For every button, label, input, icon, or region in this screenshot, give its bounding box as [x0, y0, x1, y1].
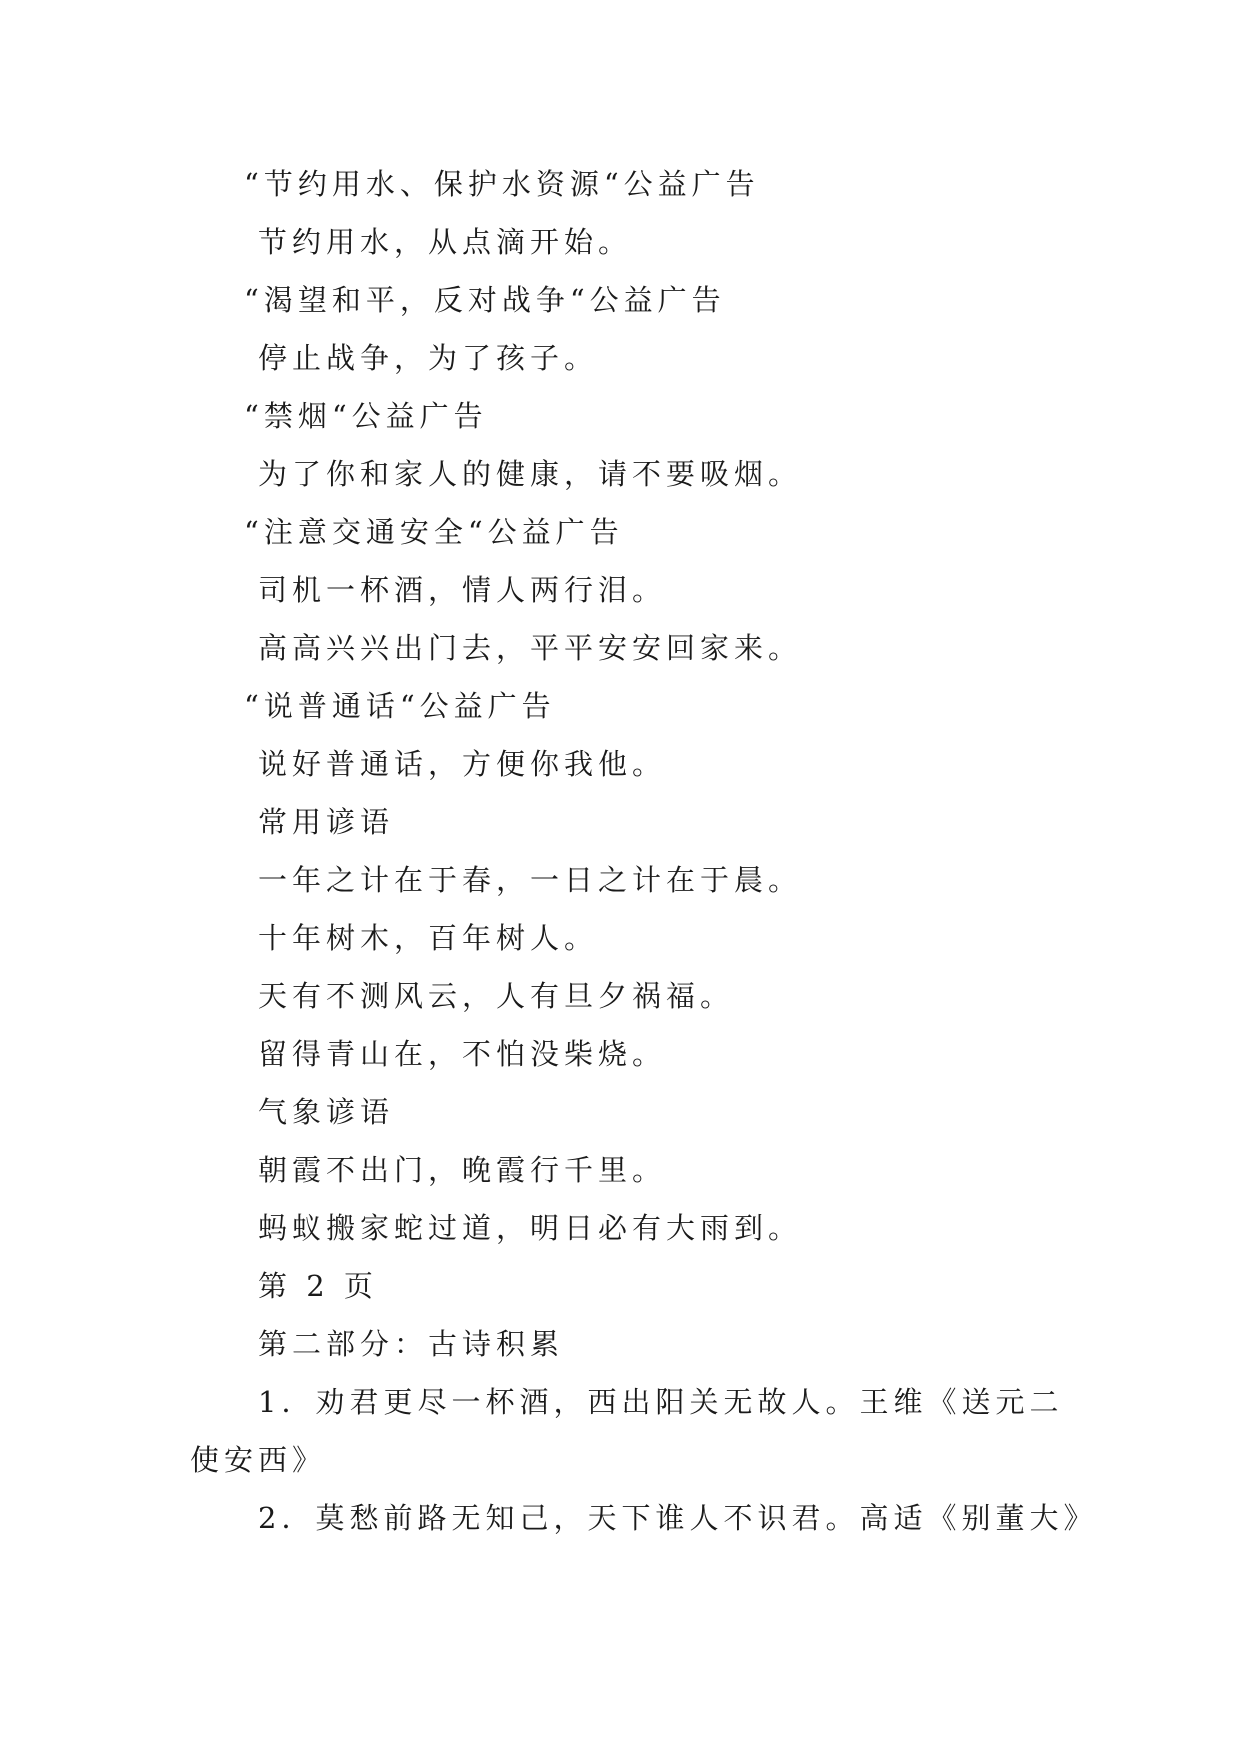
poem-1-continuation: 使安西》 — [190, 1443, 327, 1477]
proverb-3: 天有不测风云，人有旦夕祸福。 — [258, 979, 735, 1013]
heading-smoking-ad: “禁烟“公益广告 — [244, 399, 488, 433]
weather-proverb-1: 朝霞不出门，晚霞行千里。 — [258, 1153, 667, 1187]
heading-common-proverbs: 常用谚语 — [258, 805, 395, 839]
proverb-1: 一年之计在于春，一日之计在于晨。 — [258, 863, 803, 897]
section-title-ancient-poems: 第二部分：古诗积累 — [258, 1327, 565, 1361]
proverb-2: 十年树木，百年树人。 — [258, 921, 599, 955]
slogan-water: 节约用水，从点滴开始。 — [258, 225, 633, 259]
heading-traffic-ad: “注意交通安全“公益广告 — [244, 515, 624, 549]
poem-2-line: 2．莫愁前路无知己，天下谁人不识君。高适《别董大》 — [258, 1501, 1098, 1535]
slogan-smoking: 为了你和家人的健康，请不要吸烟。 — [258, 457, 803, 491]
slogan-mandarin: 说好普通话，方便你我他。 — [258, 747, 667, 781]
heading-weather-proverbs: 气象谚语 — [258, 1095, 395, 1129]
poem-1-line: 1．劝君更尽一杯酒，西出阳关无故人。王维《送元二 — [258, 1385, 1064, 1419]
heading-peace-ad: “渴望和平，反对战争“公益广告 — [244, 283, 726, 317]
slogan-traffic-1: 司机一杯酒，情人两行泪。 — [258, 573, 667, 607]
heading-water-ad: “节约用水、保护水资源“公益广告 — [244, 167, 760, 201]
weather-proverb-2: 蚂蚁搬家蛇过道，明日必有大雨到。 — [258, 1211, 803, 1245]
heading-mandarin-ad: “说普通话“公益广告 — [244, 689, 556, 723]
proverb-4: 留得青山在，不怕没柴烧。 — [258, 1037, 667, 1071]
page-number: 第 2 页 — [258, 1269, 378, 1303]
slogan-traffic-2: 高高兴兴出门去，平平安安回家来。 — [258, 631, 803, 665]
slogan-peace: 停止战争，为了孩子。 — [258, 341, 599, 375]
